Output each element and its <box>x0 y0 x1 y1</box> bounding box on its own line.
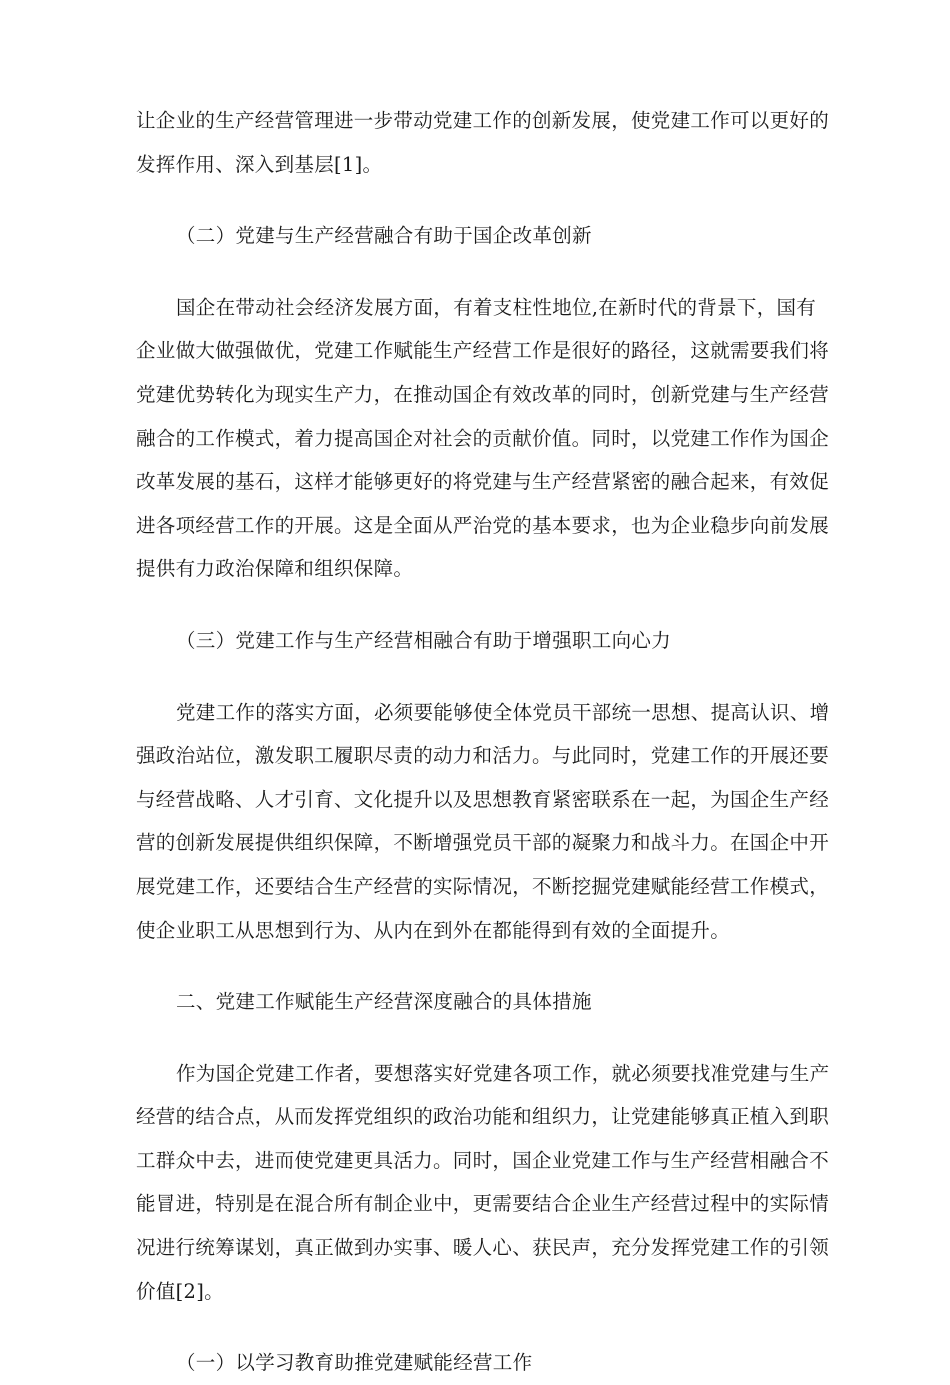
text-line: 发挥作用、深入到基层[1]。 <box>136 152 383 176</box>
text-line: 展党建工作，还要结合生产经营的实际情况，不断挖掘党建赋能经营工作模式， <box>136 874 830 898</box>
text-line: 使企业职工从思想到行为、从内在到外在都能得到有效的全面提升。 <box>136 918 731 942</box>
text-line: 进各项经营工作的开展。这是全面从严治党的基本要求，也为企业稳步向前发展 <box>136 513 830 537</box>
text-line: 营的创新发展提供组织保障，不断增强党员干部的凝聚力和战斗力。在国企中开 <box>136 831 830 855</box>
text-line: 经营的结合点，从而发挥党组织的政治功能和组织力，让党建能够真正植入到职 <box>136 1105 830 1129</box>
text-line: 提供有力政治保障和组织保障。 <box>136 557 414 581</box>
section-heading: （一）以学习教育助推党建赋能经营工作 <box>176 1351 533 1375</box>
text-line: 能冒进，特别是在混合所有制企业中，更需要结合企业生产经营过程中的实际情 <box>136 1192 830 1216</box>
text-line: 国企在带动社会经济发展方面，有着支柱性地位,在新时代的背景下，国有 <box>176 295 817 319</box>
text-line: 作为国企党建工作者，要想落实好党建各项工作，就必须要找准党建与生产 <box>176 1061 830 1085</box>
paragraph <box>136 691 830 953</box>
paragraph-continuation <box>136 99 830 186</box>
text-line: 强政治站位，激发职工履职尽责的动力和活力。与此同时，党建工作的开展还要 <box>136 744 830 768</box>
paragraph <box>136 286 830 591</box>
section-heading: 二、党建工作赋能生产经营深度融合的具体措施 <box>176 990 592 1014</box>
section-heading: （三）党建工作与生产经营相融合有助于增强职工向心力 <box>176 628 672 652</box>
paragraph <box>136 1052 830 1314</box>
text-line: 让企业的生产经营管理进一步带动党建工作的创新发展，使党建工作可以更好的 <box>136 109 830 132</box>
section-heading: （二）党建与生产经营融合有助于国企改革创新 <box>176 224 592 248</box>
text-line: 企业做大做强做优，党建工作赋能生产经营工作是很好的路径，这就需要我们将 <box>136 339 830 363</box>
text-line: 价值[2]。 <box>136 1279 224 1303</box>
text-line: 党建优势转化为现实生产力，在推动国企有效改革的同时，创新党建与生产经营 <box>136 382 830 406</box>
text-line: 改革发展的基石，这样才能够更好的将党建与生产经营紧密的融合起来，有效促 <box>136 470 830 494</box>
text-line: 况进行统筹谋划，真正做到办实事、暖人心、获民声，充分发挥党建工作的引领 <box>136 1236 830 1260</box>
text-line: 党建工作的落实方面，必须要能够使全体党员干部统一思想、提高认识、增 <box>176 700 830 724</box>
document-page <box>136 99 830 1385</box>
text-line: 与经营战略、人才引育、文化提升以及思想教育紧密联系在一起，为国企生产经 <box>136 787 830 811</box>
text-line: 融合的工作模式，着力提高国企对社会的贡献价值。同时，以党建工作作为国企 <box>136 426 830 450</box>
text-line: 工群众中去，进而使党建更具活力。同时，国企业党建工作与生产经营相融合不 <box>136 1148 830 1172</box>
